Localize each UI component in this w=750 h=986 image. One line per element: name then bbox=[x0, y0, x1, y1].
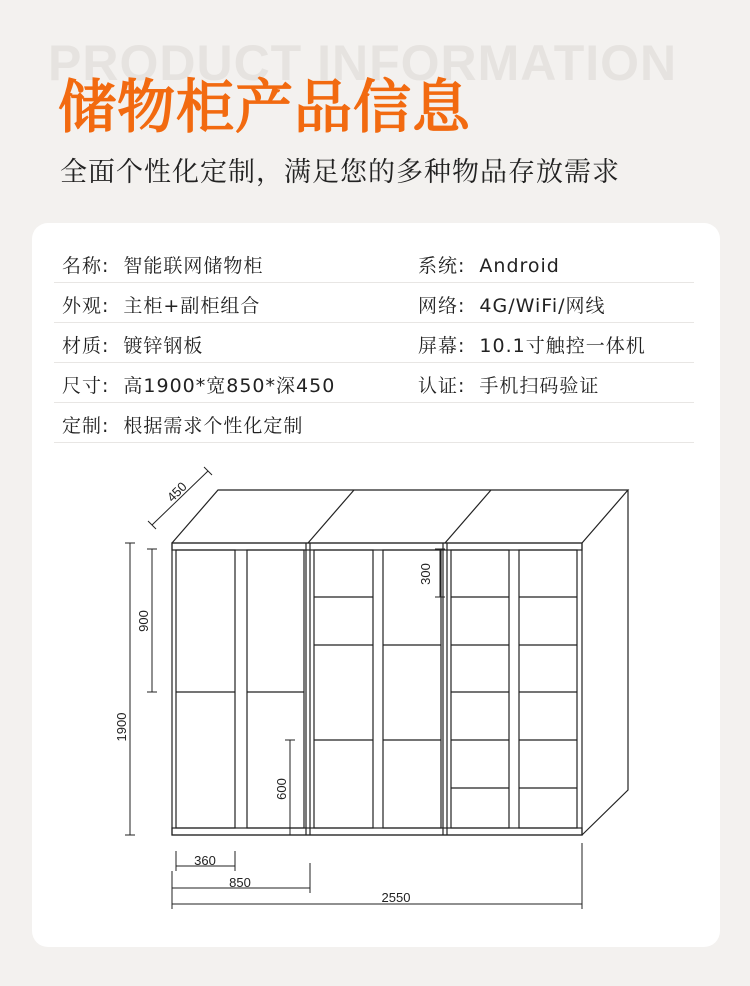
compartment-height-label: 300 bbox=[418, 563, 433, 585]
page-title: 储物柜产品信息 bbox=[58, 73, 472, 141]
cabinet-top-band bbox=[172, 543, 582, 550]
background-watermark: PRODUCT INFORMATION bbox=[48, 35, 678, 91]
spec-label: 网络: bbox=[418, 295, 466, 317]
cabinet-top-divider bbox=[308, 490, 354, 543]
unit-width-label: 850 bbox=[229, 875, 251, 890]
cabinet-top-divider bbox=[445, 490, 491, 543]
spec-value: 主柜+副柜组合 bbox=[123, 295, 261, 317]
cabinet-top-face bbox=[172, 490, 628, 543]
spec-value: 镀锌钢板 bbox=[123, 335, 204, 357]
spec-value: 智能联网储物柜 bbox=[123, 255, 264, 277]
cabinet-side-face bbox=[582, 490, 628, 835]
depth-label: 450 bbox=[163, 478, 190, 505]
spec-value: 10.1寸触控一体机 bbox=[479, 335, 646, 357]
spec-label: 名称: bbox=[62, 255, 110, 277]
spec-label: 定制: bbox=[62, 415, 110, 437]
upper-door-height-label: 900 bbox=[136, 610, 151, 632]
cabinet-front-outline bbox=[172, 543, 582, 835]
spec-value: 手机扫码验证 bbox=[479, 375, 600, 397]
page-subtitle: 全面个性化定制，满足您的多种物品存放需求 bbox=[60, 157, 620, 188]
spec-label: 系统: bbox=[418, 255, 466, 277]
spec-label: 尺寸: bbox=[62, 375, 110, 397]
total-width-label: 2550 bbox=[381, 890, 411, 905]
spec-label: 材质: bbox=[62, 335, 110, 357]
spec-label: 外观: bbox=[62, 295, 110, 317]
door-width-label: 360 bbox=[194, 853, 216, 868]
spec-value: Android bbox=[479, 255, 560, 277]
spec-card bbox=[32, 223, 720, 947]
spec-label: 认证: bbox=[418, 375, 466, 397]
lower-height-label: 600 bbox=[274, 778, 289, 800]
spec-value: 4G/WiFi/网线 bbox=[479, 295, 606, 317]
spec-value: 根据需求个性化定制 bbox=[123, 415, 304, 437]
spec-value: 高1900*宽850*深450 bbox=[123, 375, 336, 397]
total-height-label: 1900 bbox=[114, 712, 129, 742]
spec-label: 屏幕: bbox=[418, 335, 466, 357]
cabinet-drawing bbox=[32, 223, 720, 947]
cabinet-bottom-band bbox=[172, 828, 582, 835]
